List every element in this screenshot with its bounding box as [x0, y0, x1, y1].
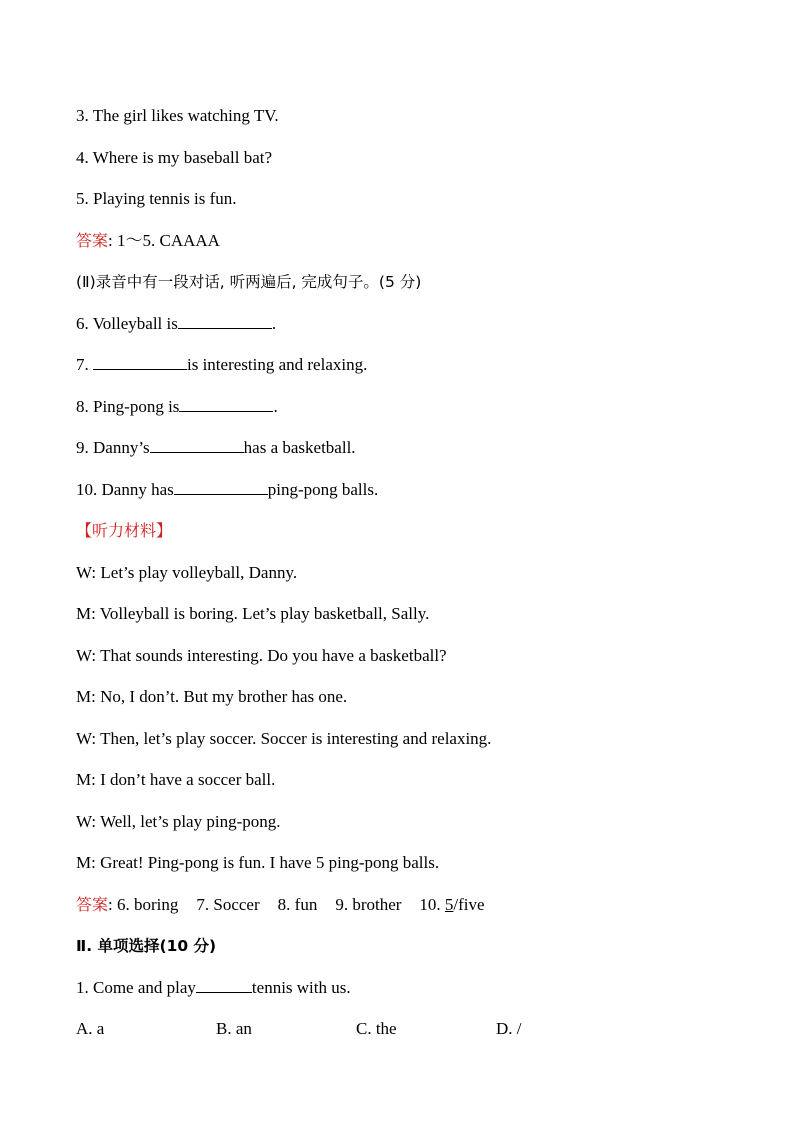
part2-instruction: (Ⅱ)录音中有一段对话, 听两遍后, 完成句子。(5 分): [76, 273, 422, 291]
section-heading: Ⅱ. 单项选择(10 分): [76, 937, 217, 955]
transcript-line: M: Volleyball is boring. Let’s play basketball, Sally.: [76, 604, 430, 623]
fill-blank: [178, 311, 272, 329]
answer-6: 6. boring: [117, 894, 179, 914]
answer-label: 答案: [76, 230, 109, 250]
fill-blank: [93, 352, 187, 370]
answer-10: 10. 5/five: [419, 894, 485, 914]
fill-blank: [179, 394, 273, 412]
transcript-line: M: No, I don’t. But my brother has one.: [76, 687, 348, 706]
option-d: D. /: [496, 1019, 522, 1038]
transcript-line: M: I don’t have a soccer ball.: [76, 770, 276, 789]
transcript-line: W: Then, let’s play soccer. Soccer is interesting and relaxing.: [76, 728, 492, 748]
mc-question-1: 1. Come and play tennis with us.: [76, 974, 736, 1016]
transcript-line: W: Well, let’s play ping-pong.: [76, 811, 281, 831]
mc-options: [76, 1015, 736, 1057]
transcript-line: W: Let’s play volleyball, Danny.: [76, 562, 298, 582]
option-b: B. an: [216, 1019, 252, 1038]
fill-blank: [174, 477, 268, 495]
answer-8: 8. fun: [277, 894, 318, 914]
question-4: 4. Where is my baseball bat?: [76, 147, 273, 167]
question-6: 6. Volleyball is .: [76, 310, 736, 352]
answer-text: : 1～5. CAAAA: [108, 230, 220, 250]
transcript-line: M: Great! Ping-pong is fun. I have 5 ping-pong balls.: [76, 853, 440, 872]
question-8: 8. Ping-pong is .: [76, 393, 736, 435]
option-a: A. a: [76, 1019, 105, 1038]
document-page: [76, 102, 736, 1057]
answer-7: 7. Soccer: [196, 894, 260, 914]
answer-line-1: [76, 227, 736, 269]
question-3: 3. The girl likes watching TV.: [76, 106, 279, 125]
fill-blank: [150, 435, 244, 453]
question-9: 9. Danny’s has a basketball.: [76, 434, 736, 476]
listening-material-tag: 【听力材料】: [76, 521, 173, 540]
question-10: 10. Danny has ping-pong balls.: [76, 476, 736, 518]
question-7: 7. is interesting and relaxing.: [76, 351, 736, 393]
answer-label: 答案: [76, 894, 109, 914]
answer-line-2: 答案: 6. boring 7. Soccer 8. fun 9. brother 10. 5/five: [76, 894, 485, 914]
option-c: C. the: [356, 1019, 397, 1038]
fill-blank: [196, 975, 252, 993]
question-5: 5. Playing tennis is fun.: [76, 189, 237, 208]
transcript-line: W: That sounds interesting. Do you have a basketball?: [76, 645, 447, 665]
answer-9: 9. brother: [335, 894, 402, 914]
